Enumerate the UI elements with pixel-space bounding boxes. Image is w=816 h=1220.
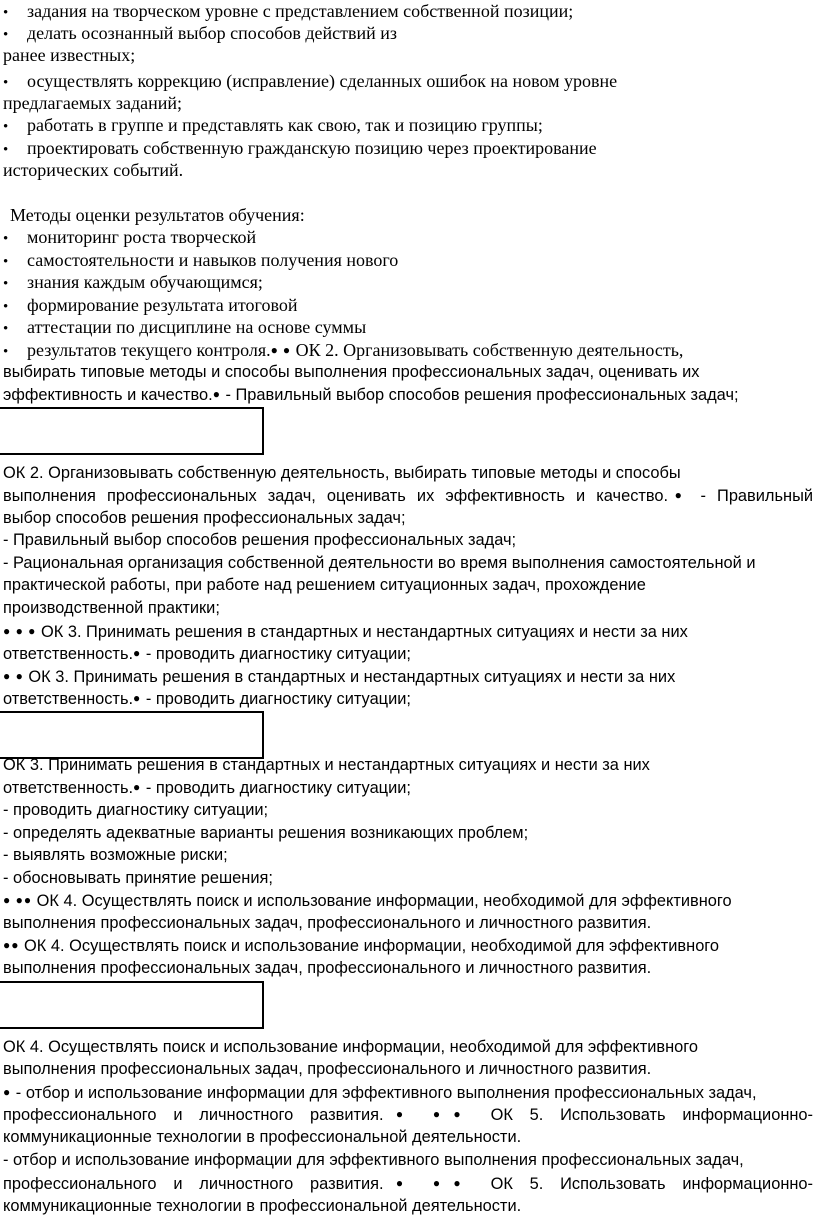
- text-line: ОК 2. Организовывать собственную деятельность, выбирать типовые методы и способы: [3, 464, 681, 482]
- dot-icon: ●: [212, 387, 221, 401]
- wrapped-line: ранее известных;: [3, 45, 136, 65]
- text-line: - Правильный выбор способов решения профессиональных задач;: [3, 531, 517, 549]
- bullet-icon: •: [3, 142, 9, 158]
- bullet-icon: •: [3, 75, 9, 91]
- text-line: выполнения профессиональных задач, профессионального и личностного развития.: [3, 959, 652, 977]
- text-line: выполнения профессиональных задач, профессионального и личностного развития.: [3, 1060, 652, 1078]
- text-line: [3, 776, 813, 798]
- line-text: ОК 5. Использовать информационно-: [473, 1175, 814, 1193]
- bullet-icon: •: [3, 27, 9, 43]
- bullet-line: [3, 137, 813, 159]
- bullet-icon: •: [3, 344, 9, 360]
- line-text: делать осознанный выбор способов действий из: [27, 23, 398, 43]
- line-text: осуществлять коррекцию (исправление) сделанных ошибок на новом уровне: [27, 71, 618, 91]
- bullet-icon: •: [3, 299, 9, 315]
- bullet-line: [3, 114, 813, 136]
- bullet-line: [3, 249, 813, 271]
- wrapped-line: исторических событий.: [3, 160, 184, 180]
- line-text: - Правильный: [689, 487, 814, 505]
- dot-icon: ●: [133, 691, 142, 705]
- dots-icon: ● ●●: [383, 1107, 474, 1121]
- text-line: [3, 642, 813, 664]
- bullet-icon: •: [3, 321, 9, 337]
- wrapped-line: предлагаемых заданий;: [3, 93, 183, 113]
- line-text: знания каждым обучающимся;: [27, 272, 263, 292]
- line-text: проектировать собственную гражданскую позицию через проектирование: [27, 138, 597, 158]
- text-line: - отбор и использование информации для эффективного выполнения профессиональных задач,: [3, 1151, 744, 1169]
- bullet-icon: •: [3, 276, 9, 292]
- bullet-line: [3, 22, 813, 44]
- dots-icon: ● ●: [3, 669, 24, 683]
- text-line: ОК 4. Осуществлять поиск и использование информации, необходимой для эффективного: [3, 1038, 698, 1056]
- line-text: выполнения профессиональных задач, оценивать их эффективность и качество.: [3, 487, 669, 505]
- line-text: профессионального и личностного развития.: [3, 1106, 384, 1124]
- line-text: ответственность.: [3, 645, 134, 663]
- text-line: [3, 665, 813, 687]
- text-line: производственной практики;: [3, 599, 220, 617]
- line-text: самостоятельности и навыков получения нового: [27, 250, 399, 270]
- bullet-line: [3, 271, 813, 293]
- line-text: ОК 3. Принимать решения в стандартных и нестандартных ситуациях и нести за них: [36, 623, 688, 641]
- line-text: - проводить диагностику ситуации;: [141, 645, 411, 663]
- text-line: коммуникационные технологии в профессиональной деятельности.: [3, 1128, 522, 1146]
- dot-icon: ●: [668, 488, 690, 502]
- line-text: профессионального и личностного развития.: [3, 1175, 384, 1193]
- text-line: [3, 934, 813, 956]
- line-text: ОК 4. Осуществлять поиск и использование информации, необходимой для эффективного: [32, 892, 732, 910]
- bullet-icon: •: [3, 254, 9, 270]
- text-line: - выявлять возможные риски;: [3, 846, 228, 864]
- bullet-line: [3, 294, 813, 316]
- bullet-line: [3, 316, 813, 338]
- line-text: ОК 4. Осуществлять поиск и использование информации, необходимой для эффективного: [19, 937, 720, 955]
- text-line: [3, 620, 813, 642]
- bullet-line: [3, 226, 813, 248]
- text-line: выбирать типовые методы и способы выполнения профессиональных задач, оценивать их: [3, 363, 700, 381]
- line-text: задания на творческом уровне с представлением собственной позиции;: [27, 1, 574, 21]
- text-line: [3, 1172, 813, 1194]
- bullet-line: [3, 0, 813, 22]
- text-line: выполнения профессиональных задач, профессионального и личностного развития.: [3, 914, 652, 932]
- line-text: ответственность.: [3, 690, 134, 708]
- text-line: выбор способов решения профессиональных задач;: [3, 509, 406, 527]
- text-line: [3, 687, 813, 709]
- text-line: [3, 484, 813, 506]
- dots-icon: ● ● ●: [3, 624, 37, 638]
- bullet-line: [3, 70, 813, 92]
- text-line: - обосновывать принятие решения;: [3, 869, 273, 887]
- bullet-icon: •: [3, 5, 9, 21]
- line-text: формирование результата итоговой: [27, 295, 298, 315]
- text-line: - Рациональная организация собственной деятельности во время выполнения самостоятельной и: [3, 554, 756, 572]
- text-line: практической работы, при работе над решением ситуационных задач, прохождение: [3, 576, 646, 594]
- text-line: ОК 3. Принимать решения в стандартных и нестандартных ситуациях и нести за них: [3, 756, 650, 774]
- text-line: [3, 383, 813, 405]
- line-text: мониторинг роста творческой: [27, 227, 257, 247]
- line-text: ОК 3. Принимать решения в стандартных и нестандартных ситуациях и нести за них: [23, 668, 676, 686]
- dot-icon: ●: [3, 1085, 12, 1099]
- text-line: [3, 1081, 813, 1103]
- text-line: - проводить диагностику ситуации;: [3, 801, 269, 819]
- text-line: - определять адекватные варианты решения возникающих проблем;: [3, 824, 529, 842]
- methods-heading: Методы оценки результатов обучения:: [10, 205, 305, 225]
- ok2-inline-text: ОК 2. Организовывать собственную деятельность,: [291, 340, 684, 360]
- dots-icon: ● ●●: [3, 893, 33, 907]
- line-text: аттестации по дисциплине на основе суммы: [27, 317, 367, 337]
- dot-icon: ●: [133, 780, 142, 794]
- text-line: [3, 1103, 813, 1125]
- line-text: - отбор и использование информации для эффективного выполнения профессиональных задач,: [11, 1084, 757, 1102]
- line-text: - проводить диагностику ситуации;: [141, 690, 411, 708]
- dots-icon: ● ●●: [383, 1176, 474, 1190]
- line-text: эффективность и качество.: [3, 386, 213, 404]
- blank-box: [0, 981, 264, 1029]
- line-text: ОК 5. Использовать информационно-: [473, 1106, 814, 1124]
- line-text: - проводить диагностику ситуации;: [141, 779, 411, 797]
- dot-icon: ●: [133, 646, 142, 660]
- line-text: ответственность.: [3, 779, 134, 797]
- line-text: результатов текущего контроля.: [27, 340, 271, 360]
- dots-icon: ● ●: [270, 343, 292, 357]
- text-line: [3, 889, 813, 911]
- line-text: работать в группе и представлять как свою, так и позицию группы;: [27, 115, 543, 135]
- bullet-icon: •: [3, 119, 9, 135]
- bullet-line: [3, 339, 813, 361]
- line-text: - Правильный выбор способов решения профессиональных задач;: [220, 386, 739, 404]
- dots-icon: ●●: [3, 938, 20, 952]
- blank-box: [0, 711, 264, 759]
- text-line: коммуникационные технологии в профессиональной деятельности.: [3, 1197, 522, 1215]
- bullet-icon: •: [3, 231, 9, 247]
- blank-box: [0, 407, 264, 455]
